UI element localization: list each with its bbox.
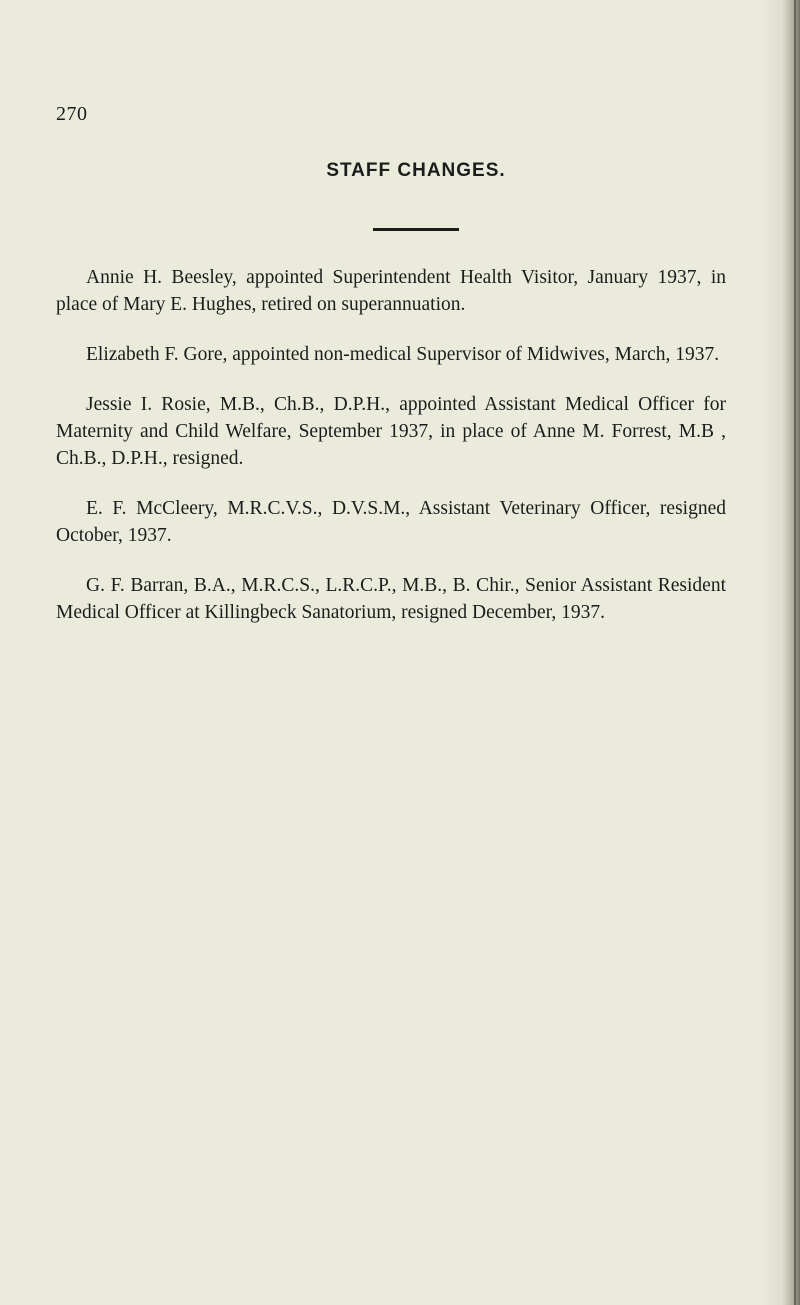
page-edge-line [794,0,796,1305]
title-divider [373,228,459,231]
paragraph-barran: G. F. Barran, B.A., M.R.C.S., L.R.C.P., M.B., B. Chir., Senior Assistant Resident Medical Officer at Killingbeck Sanatorium, resigned December, 1937. [56,575,726,623]
page-title: STAFF CHANGES. [326,160,506,181]
paragraph-rosie: Jessie I. Rosie, M.B., Ch.B., D.P.H., appointed Assistant Medical Officer for Maternity and Child Welfare, September 1937, in place of Anne M. Forrest, M.B , Ch.B., D.P.H., resigned. [56,394,726,469]
paragraph-beesley: Annie H. Beesley, appointed Superintendent Health Visitor, January 1937, in place of Mary E. Hughes, retired on superannuation. [56,267,726,315]
page-number: 270 [56,103,88,125]
paragraph-gore: Elizabeth F. Gore, appointed non-medical Supervisor of Midwives, March, 1937. [86,344,720,365]
paragraph-mccleery: E. F. McCleery, M.R.C.V.S., D.V.S.M., Assistant Veterinary Officer, resigned October, 1937. [56,498,726,546]
body-text [56,264,726,649]
